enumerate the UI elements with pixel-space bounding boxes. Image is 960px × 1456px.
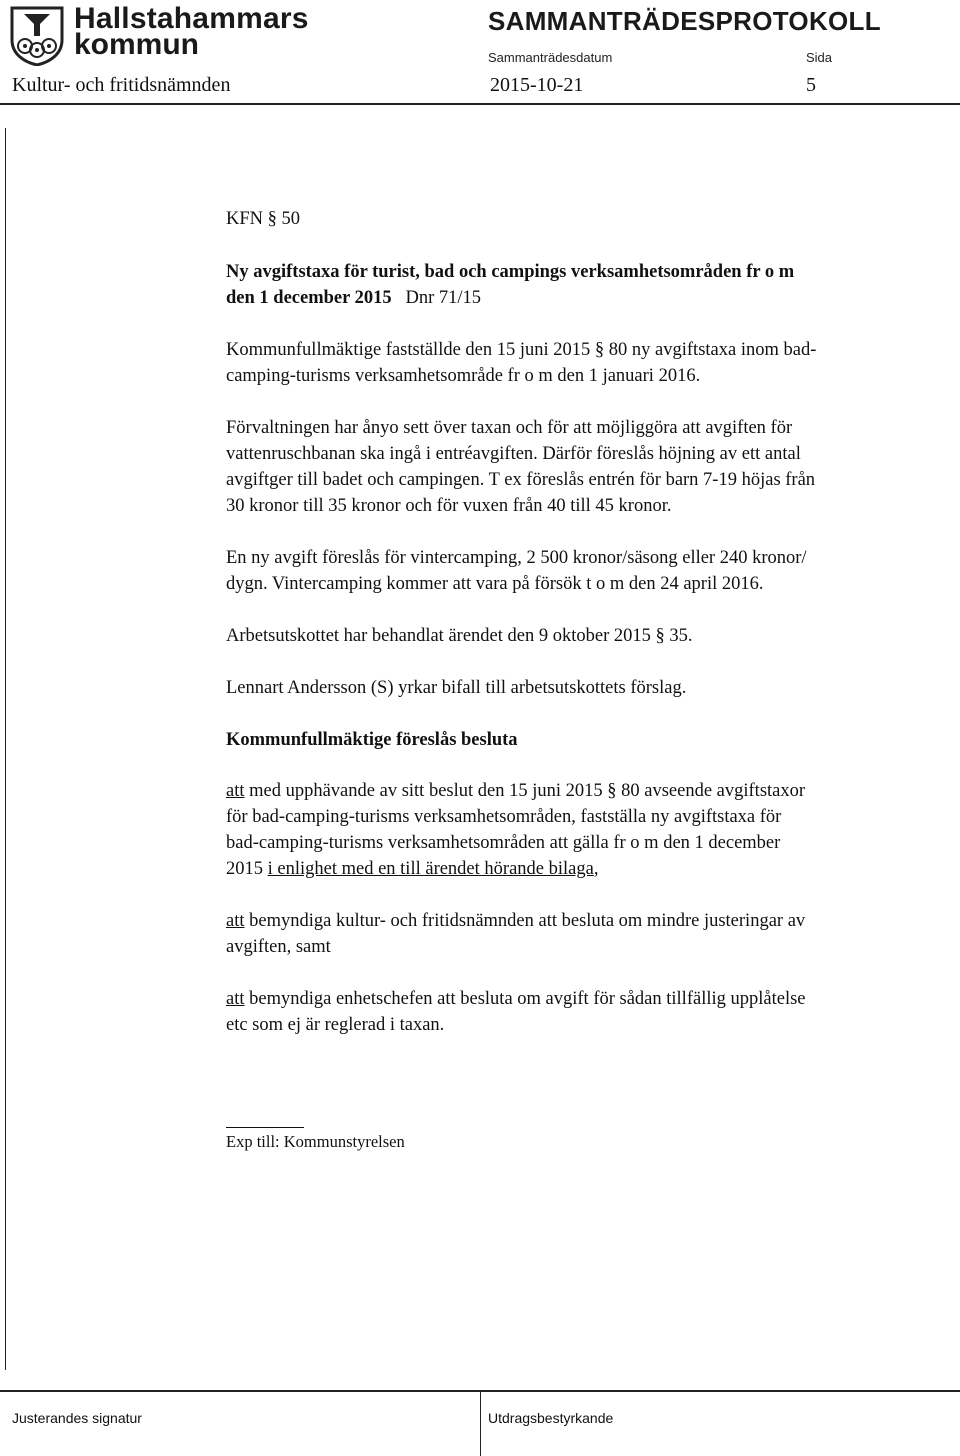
page-label: Sida (806, 50, 833, 65)
paragraph-motion: Lennart Andersson (S) yrkar bifall till arbetsutskottets förslag. (226, 678, 687, 698)
diary-number: Dnr 71/15 (405, 288, 482, 308)
paragraph-committee: Arbetsutskottet har behandlat ärendet den 9 oktober 2015 § 35. (226, 626, 693, 646)
municipality-name-line2: kommun (74, 28, 200, 61)
signature-label: Justerandes signatur (12, 1410, 142, 1426)
decision-item-3: att bemyndiga enhetschefen att besluta om avgift för sådan tillfällig upplåtelse etc som ej är reglerad i taxan. (226, 989, 806, 1035)
certification-label: Utdragsbestyrkande (488, 1410, 614, 1426)
meeting-date: 2015-10-21 (490, 74, 584, 96)
document-title: SAMMANTRÄDESPROTOKOLL (488, 6, 881, 36)
footer-column-divider (480, 1392, 481, 1456)
page-number: 5 (806, 74, 816, 96)
margin-line (5, 128, 6, 1370)
decision-heading: Kommunfullmäktige föreslås besluta (226, 730, 518, 750)
decision-item-1: att med upphävande av sitt beslut den 15 juni 2015 § 80 avseende avgiftstaxor för bad-camping-turisms verksamhetsområden, fastställa ny avgiftstaxa för bad-camping-turisms verksamhetsområden att gälla fr o m den 1 december 2015 i enlighet med en till ärendet hörande bilaga, (226, 781, 806, 879)
board-name: Kultur- och fritidsnämnden (12, 74, 231, 96)
decision-item-2: att bemyndiga kultur- och fritidsnämnden att besluta om mindre justeringar av avgiften, samt (226, 911, 806, 957)
paragraph-review: Förvaltningen har ånyo sett över taxan och för att möjliggöra att avgiften för vattenruschbanan ska ingå i entréavgiften. Därför föreslås höjning av ett antal avgiftger till badet och campingen. T ex föreslås entrén för barn 7-19 höjas från 30 kronor till 35 kronor och för vuxen från 40 till 45 kronor. (226, 418, 816, 516)
meeting-date-label: Sammanträdesdatum (488, 50, 613, 65)
distribution-rule (226, 1127, 304, 1128)
distribution-list: Exp till: Kommunstyrelsen (226, 1132, 405, 1151)
paragraph-wintercamping: En ny avgift föreslås för vintercamping, 2 500 kronor/säsong eller 240 kronor/ dygn. Vintercamping kommer att vara på försök t o m den 24 april 2016. (226, 548, 807, 594)
header-divider (0, 103, 960, 105)
municipality-name-line1: Hallstahammars (74, 2, 309, 35)
case-heading: Ny avgiftstaxa för turist, bad och campings verksamhetsområden fr o m den 1 december 2015 Dnr 71/15 (226, 262, 795, 308)
case-number: KFN § 50 (226, 209, 301, 229)
attachment-reference: i enlighet med en till ärendet hörande bilaga (267, 859, 594, 879)
municipal-crest-icon (10, 6, 64, 66)
paragraph-background: Kommunfullmäktige fastställde den 15 juni 2015 § 80 ny avgiftstaxa inom bad- camping-turisms verksamhetsområde fr o m den 1 januari 2016. (226, 340, 817, 386)
